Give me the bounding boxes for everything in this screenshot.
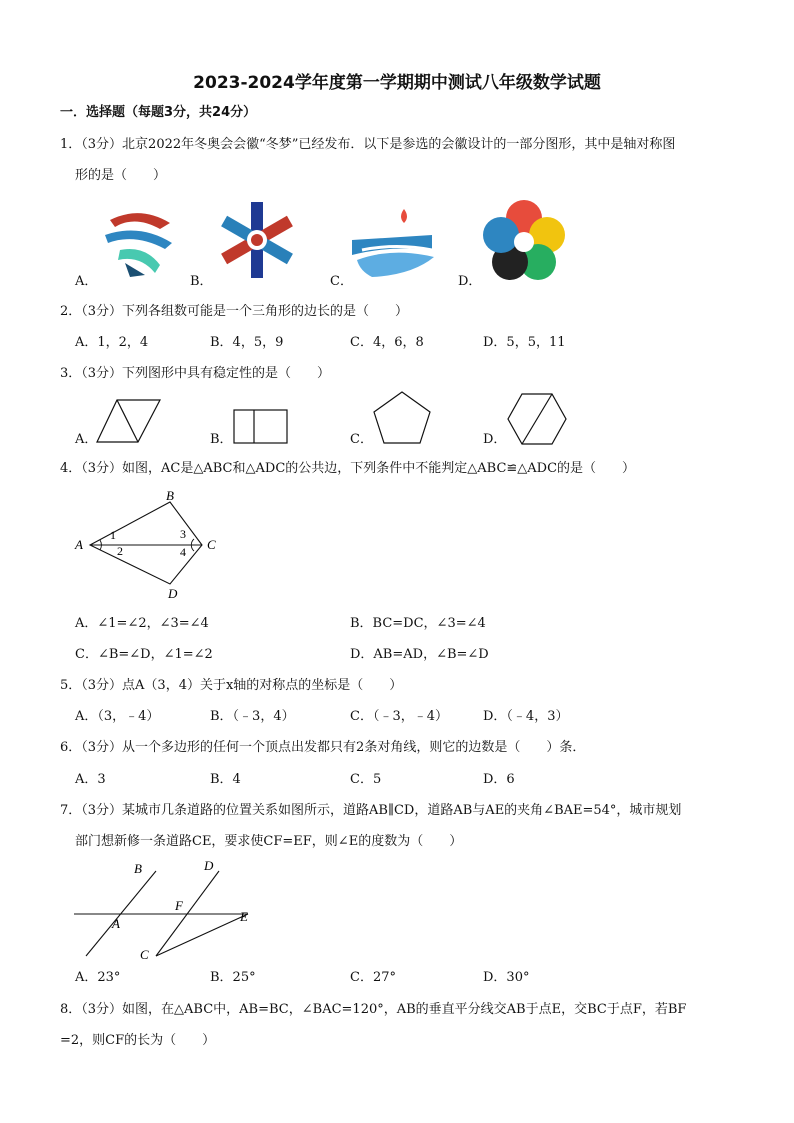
option-a: A．（3，﹣4） — [75, 709, 160, 724]
option-c: C．∠B=∠D，∠1=∠2 — [75, 647, 213, 662]
point-c-label: C — [207, 537, 216, 552]
option-d: D．5，5，11 — [483, 335, 566, 350]
hexagon-shape — [506, 392, 568, 446]
parallelogram-shape — [95, 398, 165, 444]
option-d: D．6 — [483, 772, 515, 787]
pentagon-shape — [372, 390, 434, 446]
option-a: A．∠1=∠2，∠3=∠4 — [75, 616, 209, 631]
option-b: B． — [190, 274, 213, 289]
option-d: D． — [483, 432, 507, 447]
roads-figure — [72, 855, 262, 965]
question-8-stem-cont: =2，则CF的长为（ ） — [60, 1033, 216, 1048]
question-6-stem: 6．（3分）从一个多边形的任何一个顶点出发都只有2条对角线，则它的边数是（ ）条． — [60, 740, 586, 755]
question-1-stem-cont: 形的是（ ） — [75, 168, 167, 183]
angle-3-label: 3 — [180, 527, 186, 541]
option-c: C． — [330, 274, 353, 289]
option-a: A． — [75, 432, 98, 447]
question-2-stem: 2．（3分）下列各组数可能是一个三角形的边长的是（ ） — [60, 304, 409, 319]
option-b: B．4 — [210, 772, 241, 787]
point-a-label: A — [112, 916, 120, 931]
angle-4-label: 4 — [180, 545, 186, 559]
question-4-stem: 4．（3分）如图，AC是△ABC和△ADC的公共边，下列条件中不能判定△ABC≌△ADC的是（ ） — [60, 461, 636, 476]
point-c-label: C — [140, 947, 149, 962]
point-d-label: D — [168, 586, 178, 601]
option-d: D． — [458, 274, 482, 289]
question-1-stem: 1．（3分）北京2022年冬奥会会徽“冬梦”已经发布．以下是参选的会徽设计的一部分图形，其中是轴对称图 — [60, 137, 676, 152]
option-b: B．BC=DC，∠3=∠4 — [350, 616, 486, 631]
option-c: C．（﹣3，﹣4） — [350, 709, 448, 724]
option-c: C． — [350, 432, 373, 447]
question-7-stem: 7．（3分）某城市几条道路的位置关系如图所示，道路AB∥CD，道路AB与AE的夹角∠BAE=54°，城市规划 — [60, 803, 682, 818]
page-title: 2023-2024学年度第一学期期中测试八年级数学试题 — [193, 73, 601, 93]
section-heading: 一．选择题（每题3分，共24分） — [60, 105, 257, 120]
point-a-label: A — [75, 537, 83, 552]
point-d-label: D — [204, 858, 214, 873]
option-b: B．25° — [210, 970, 256, 985]
option-b: B． — [210, 432, 233, 447]
option-a: A． — [75, 274, 98, 289]
angle-1-label: 1 — [110, 528, 116, 542]
kite-figure — [70, 488, 230, 603]
option-a: A．1，2，4 — [75, 335, 149, 350]
point-b-label: B — [134, 861, 142, 876]
emblem-option-a-image — [100, 205, 175, 280]
option-d: D．AB=AD，∠B=∠D — [350, 647, 489, 662]
question-7-stem-cont: 部门想新修一条道路CE，要求使CF=EF，则∠E的度数为（ ） — [75, 834, 463, 849]
option-a: A．23° — [75, 970, 121, 985]
option-c: C．4，6，8 — [350, 335, 424, 350]
option-b: B．4，5，9 — [210, 335, 284, 350]
option-a: A．3 — [75, 772, 106, 787]
point-e-label: E — [240, 909, 248, 924]
option-d: D．（﹣4，3） — [483, 709, 569, 724]
emblem-option-b-image — [218, 200, 296, 280]
angle-2-label: 2 — [117, 544, 123, 558]
rectangle-shape — [232, 408, 290, 444]
question-5-stem: 5．（3分）点A（3，4）关于x轴的对称点的坐标是（ ） — [60, 678, 403, 693]
option-b: B．（﹣3，4） — [210, 709, 295, 724]
point-f-label: F — [175, 898, 183, 913]
emblem-option-c-image — [352, 205, 437, 280]
emblem-option-d-image — [482, 200, 567, 280]
option-c: C．27° — [350, 970, 396, 985]
option-c: C．5 — [350, 772, 382, 787]
question-3-stem: 3．（3分）下列图形中具有稳定性的是（ ） — [60, 366, 331, 381]
option-d: D．30° — [483, 970, 530, 985]
point-b-label: B — [166, 488, 174, 503]
question-8-stem: 8．（3分）如图，在△ABC中，AB=BC，∠BAC=120°，AB的垂直平分线交AB于点E，交BC于点F，若BF — [60, 1002, 687, 1017]
